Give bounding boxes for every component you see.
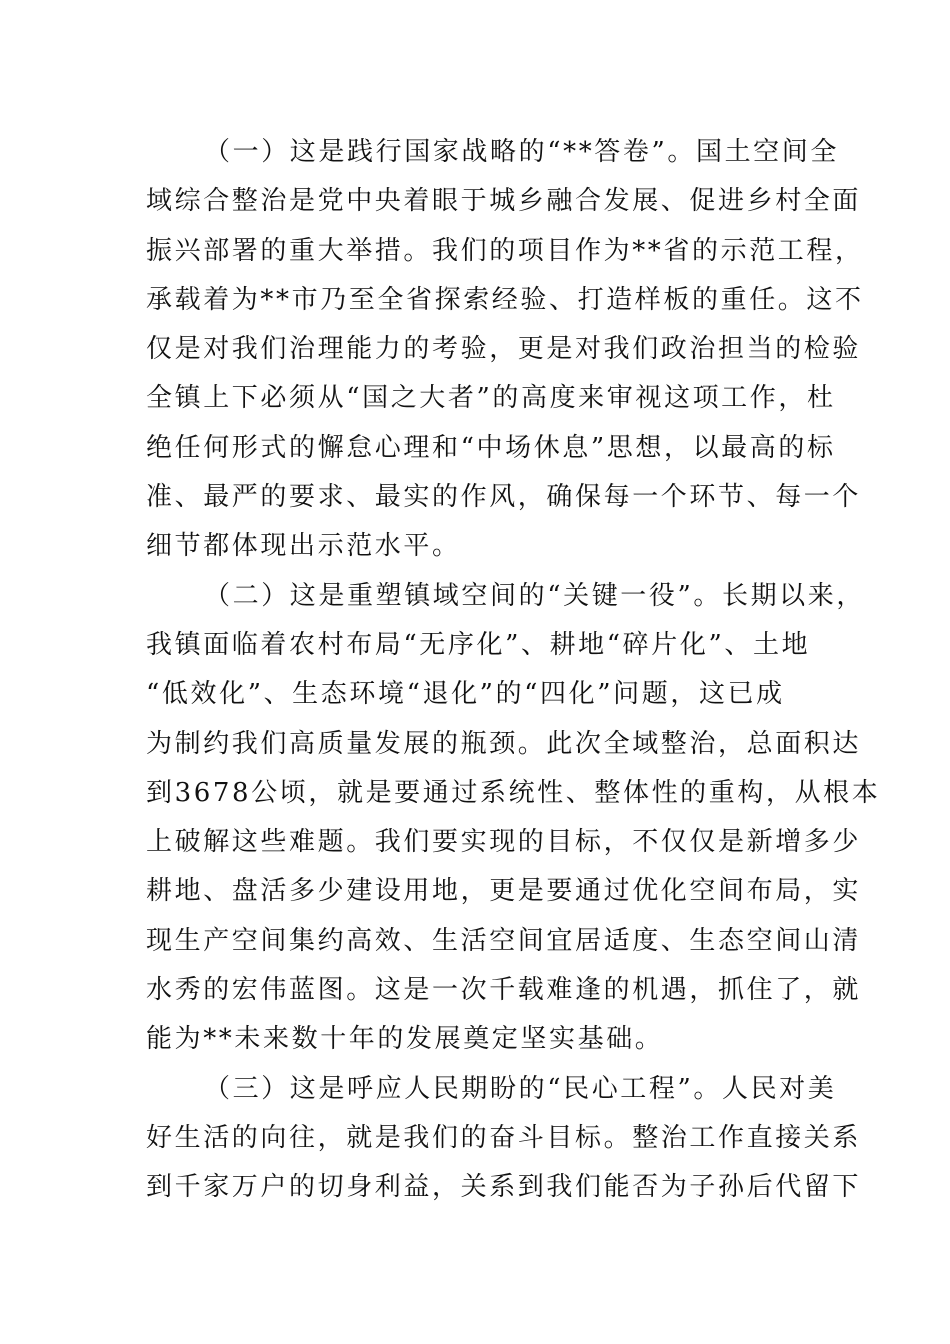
paragraph-2-line-2: 我镇面临着农村布局“无序化”、耕地“碎片化”、土地	[146, 629, 811, 660]
paragraph-2-line-4: 为制约我们高质量发展的瓶颈。此次全域整治，总面积达	[146, 728, 862, 759]
paragraph-1-line-1: （一）这是践行国家战略的“**答卷”。国土空间全	[204, 137, 839, 167]
body-text	[146, 128, 881, 1213]
paragraph-1-line-9: 细节都体现出示范水平。	[146, 531, 461, 562]
paragraph-1-line-4: 承载着为**市乃至全省探索经验、打造样板的重任。这不	[146, 284, 864, 315]
paragraph-1-line-3: 振兴部署的重大举措。我们的项目作为**省的示范工程，	[146, 235, 864, 266]
paragraph-1-line-2: 域综合整治是党中央着眼于城乡融合发展、促进乡村全面	[146, 186, 862, 217]
paragraph-1-line-5: 仅是对我们治理能力的考验，更是对我们政治担当的检验	[146, 334, 862, 365]
paragraph-2-line-3: “低效化”、生态环境“退化”的“四化”问题，这已成	[146, 679, 785, 710]
paragraph-1-line-7: 绝任何形式的懈怠心理和“中场休息”思想，以最高的标	[146, 432, 836, 463]
paragraph-3-line-1: （三）这是呼应人民期盼的“民心工程”。人民对美	[204, 1073, 837, 1104]
paragraph-3-line-2: 好生活的向往，就是我们的奋斗目标。整治工作直接关系	[146, 1122, 862, 1153]
paragraph-2-line-6: 上破解这些难题。我们要实现的目标，不仅仅是新增多少	[146, 827, 862, 858]
paragraph-1-line-8: 准、最严的要求、最实的作风，确保每一个环节、每一个	[146, 482, 862, 513]
paragraph-2-line-9: 水秀的宏伟蓝图。这是一次千载难逢的机遇，抓住了，就	[146, 975, 862, 1006]
paragraph-2-line-1: （二）这是重塑镇域空间的“关键一役”。长期以来，	[204, 580, 865, 611]
paragraph-2-line-5: 到3678公顷，就是要通过系统性、整体性的重构，从根本	[146, 777, 881, 808]
paragraph-2-line-10: 能为**未来数十年的发展奠定坚实基础。	[146, 1024, 664, 1055]
paragraph-3-line-3: 到千家万户的切身利益，关系到我们能否为子孙后代留下	[146, 1172, 862, 1203]
paragraph-2-line-7: 耕地、盘活多少建设用地，更是要通过优化空间布局，实	[146, 876, 862, 907]
paragraph-2-line-8: 现生产空间集约高效、生活空间宜居适度、生态空间山清	[146, 925, 862, 956]
paragraph-1-line-6: 全镇上下必须从“国之大者”的高度来审视这项工作，杜	[146, 383, 836, 414]
